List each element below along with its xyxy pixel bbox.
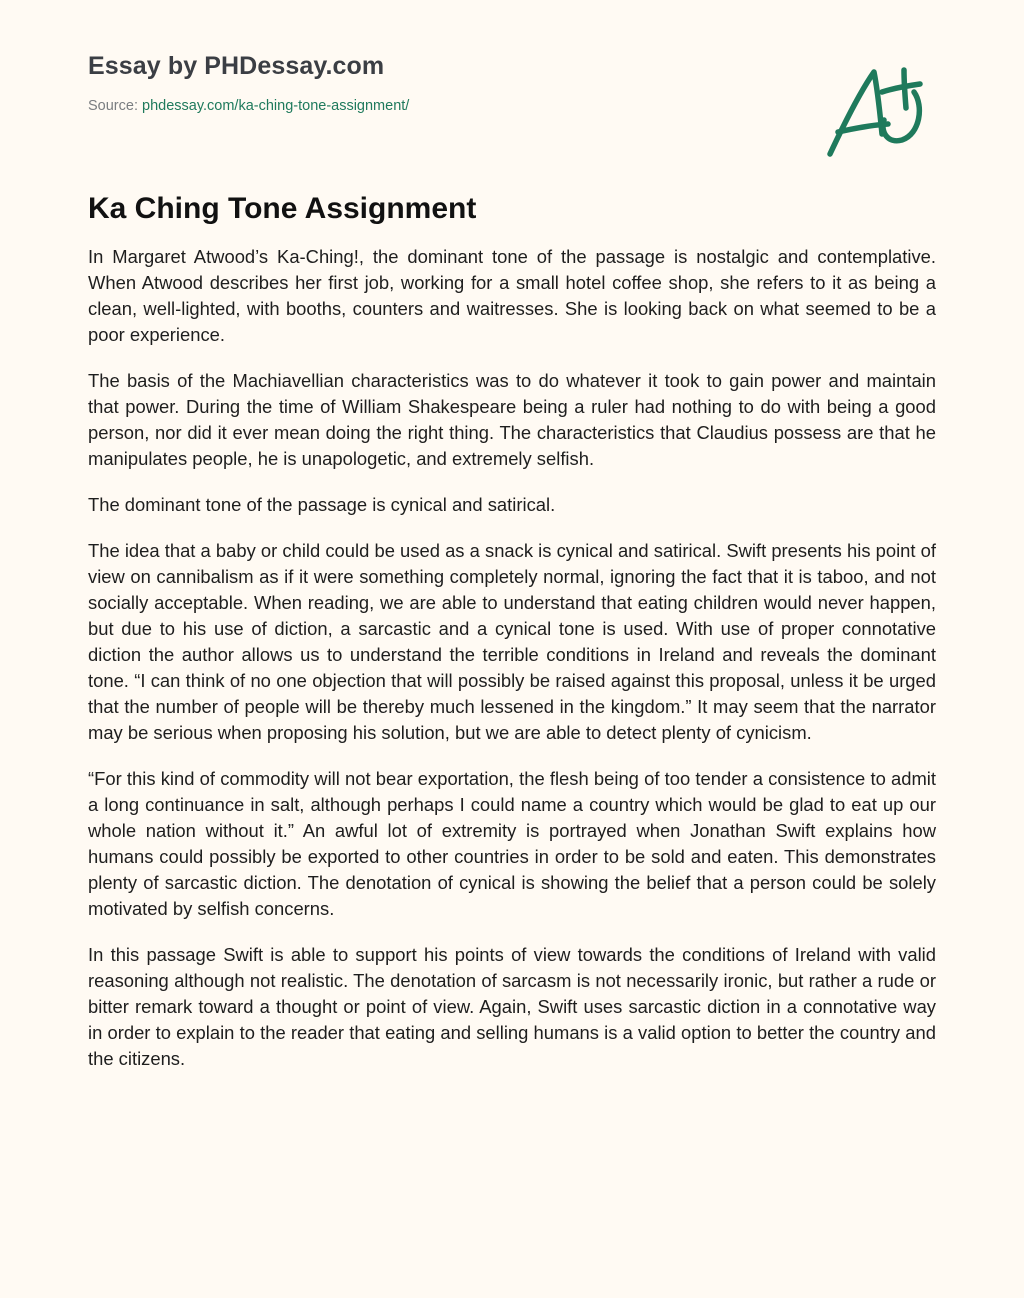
page-header [88,50,409,116]
paragraph: In this passage Swift is able to support his points of view towards the conditions of Ireland with valid reasoning although not realistic. The denotation of sarcasm is not necessarily ironic, but rather a rude or bitter remark toward a thought or point of view. Again, Swift uses sarcastic diction in a connotative way in order to explain to the reader that eating and selling humans is a valid option to better the country and the citizens. [88,944,936,1069]
paragraph: The basis of the Machiavellian characteristics was to do whatever it took to gain power and maintain that power. During the time of William Shakespeare being a ruler had nothing to do with being a good person, nor did it ever mean doing the right thing. The characteristics that Claudius possess are that he manipulates people, he is unapologetic, and extremely selfish. [88,370,936,469]
source-line [88,96,409,116]
a-plus-grade-icon [822,62,932,162]
essay-body [88,244,936,1092]
brand-title: Essay by PHDessay.com [88,52,385,80]
paragraph: The idea that a baby or child could be used as a snack is cynical and satirical. Swift presents his point of view on cannibalism as if it were something completely normal, ignoring the fact that it is taboo, and not socially acceptable. When reading, we are able to understand that eating children would never happen, but due to his use of diction, a sarcastic and a cynical tone is used. With use of proper connotative diction the author allows us to understand the terrible conditions in Ireland and reveals the dominant tone. “I can think of no one objection that will possibly be raised against this proposal, unless it be urged that the number of people will be thereby much lessened in the kingdom.” It may seem that the narrator may be serious when proposing his solution, but we are able to detect plenty of cynicism. [88,540,936,743]
paragraph: In Margaret Atwood’s Ka-Ching!, the dominant tone of the passage is nostalgic and contemplative. When Atwood describes her first job, working for a small hotel coffee shop, she refers to it as being a clean, well-lighted, with booths, counters and waitresses. She is looking back on what seemed to be a poor experience. [88,246,936,345]
paragraph: “For this kind of commodity will not bear exportation, the flesh being of too tender a consistence to admit a long continuance in salt, although perhaps I could name a country which would be glad to eat up our whole nation without it.” An awful lot of extremity is portrayed when Jonathan Swift explains how humans could possibly be exported to other countries in order to be sold and eaten. This demonstrates plenty of sarcastic diction. The denotation of cynical is showing the belief that a person could be solely motivated by selfish concerns. [88,768,936,919]
source-link[interactable]: phdessay.com/ka-ching-tone-assignment/ [142,98,410,114]
paragraph: The dominant tone of the passage is cynical and satirical. [88,494,556,515]
source-label: Source: [88,98,138,114]
document-title: Ka Ching Tone Assignment [88,192,477,225]
